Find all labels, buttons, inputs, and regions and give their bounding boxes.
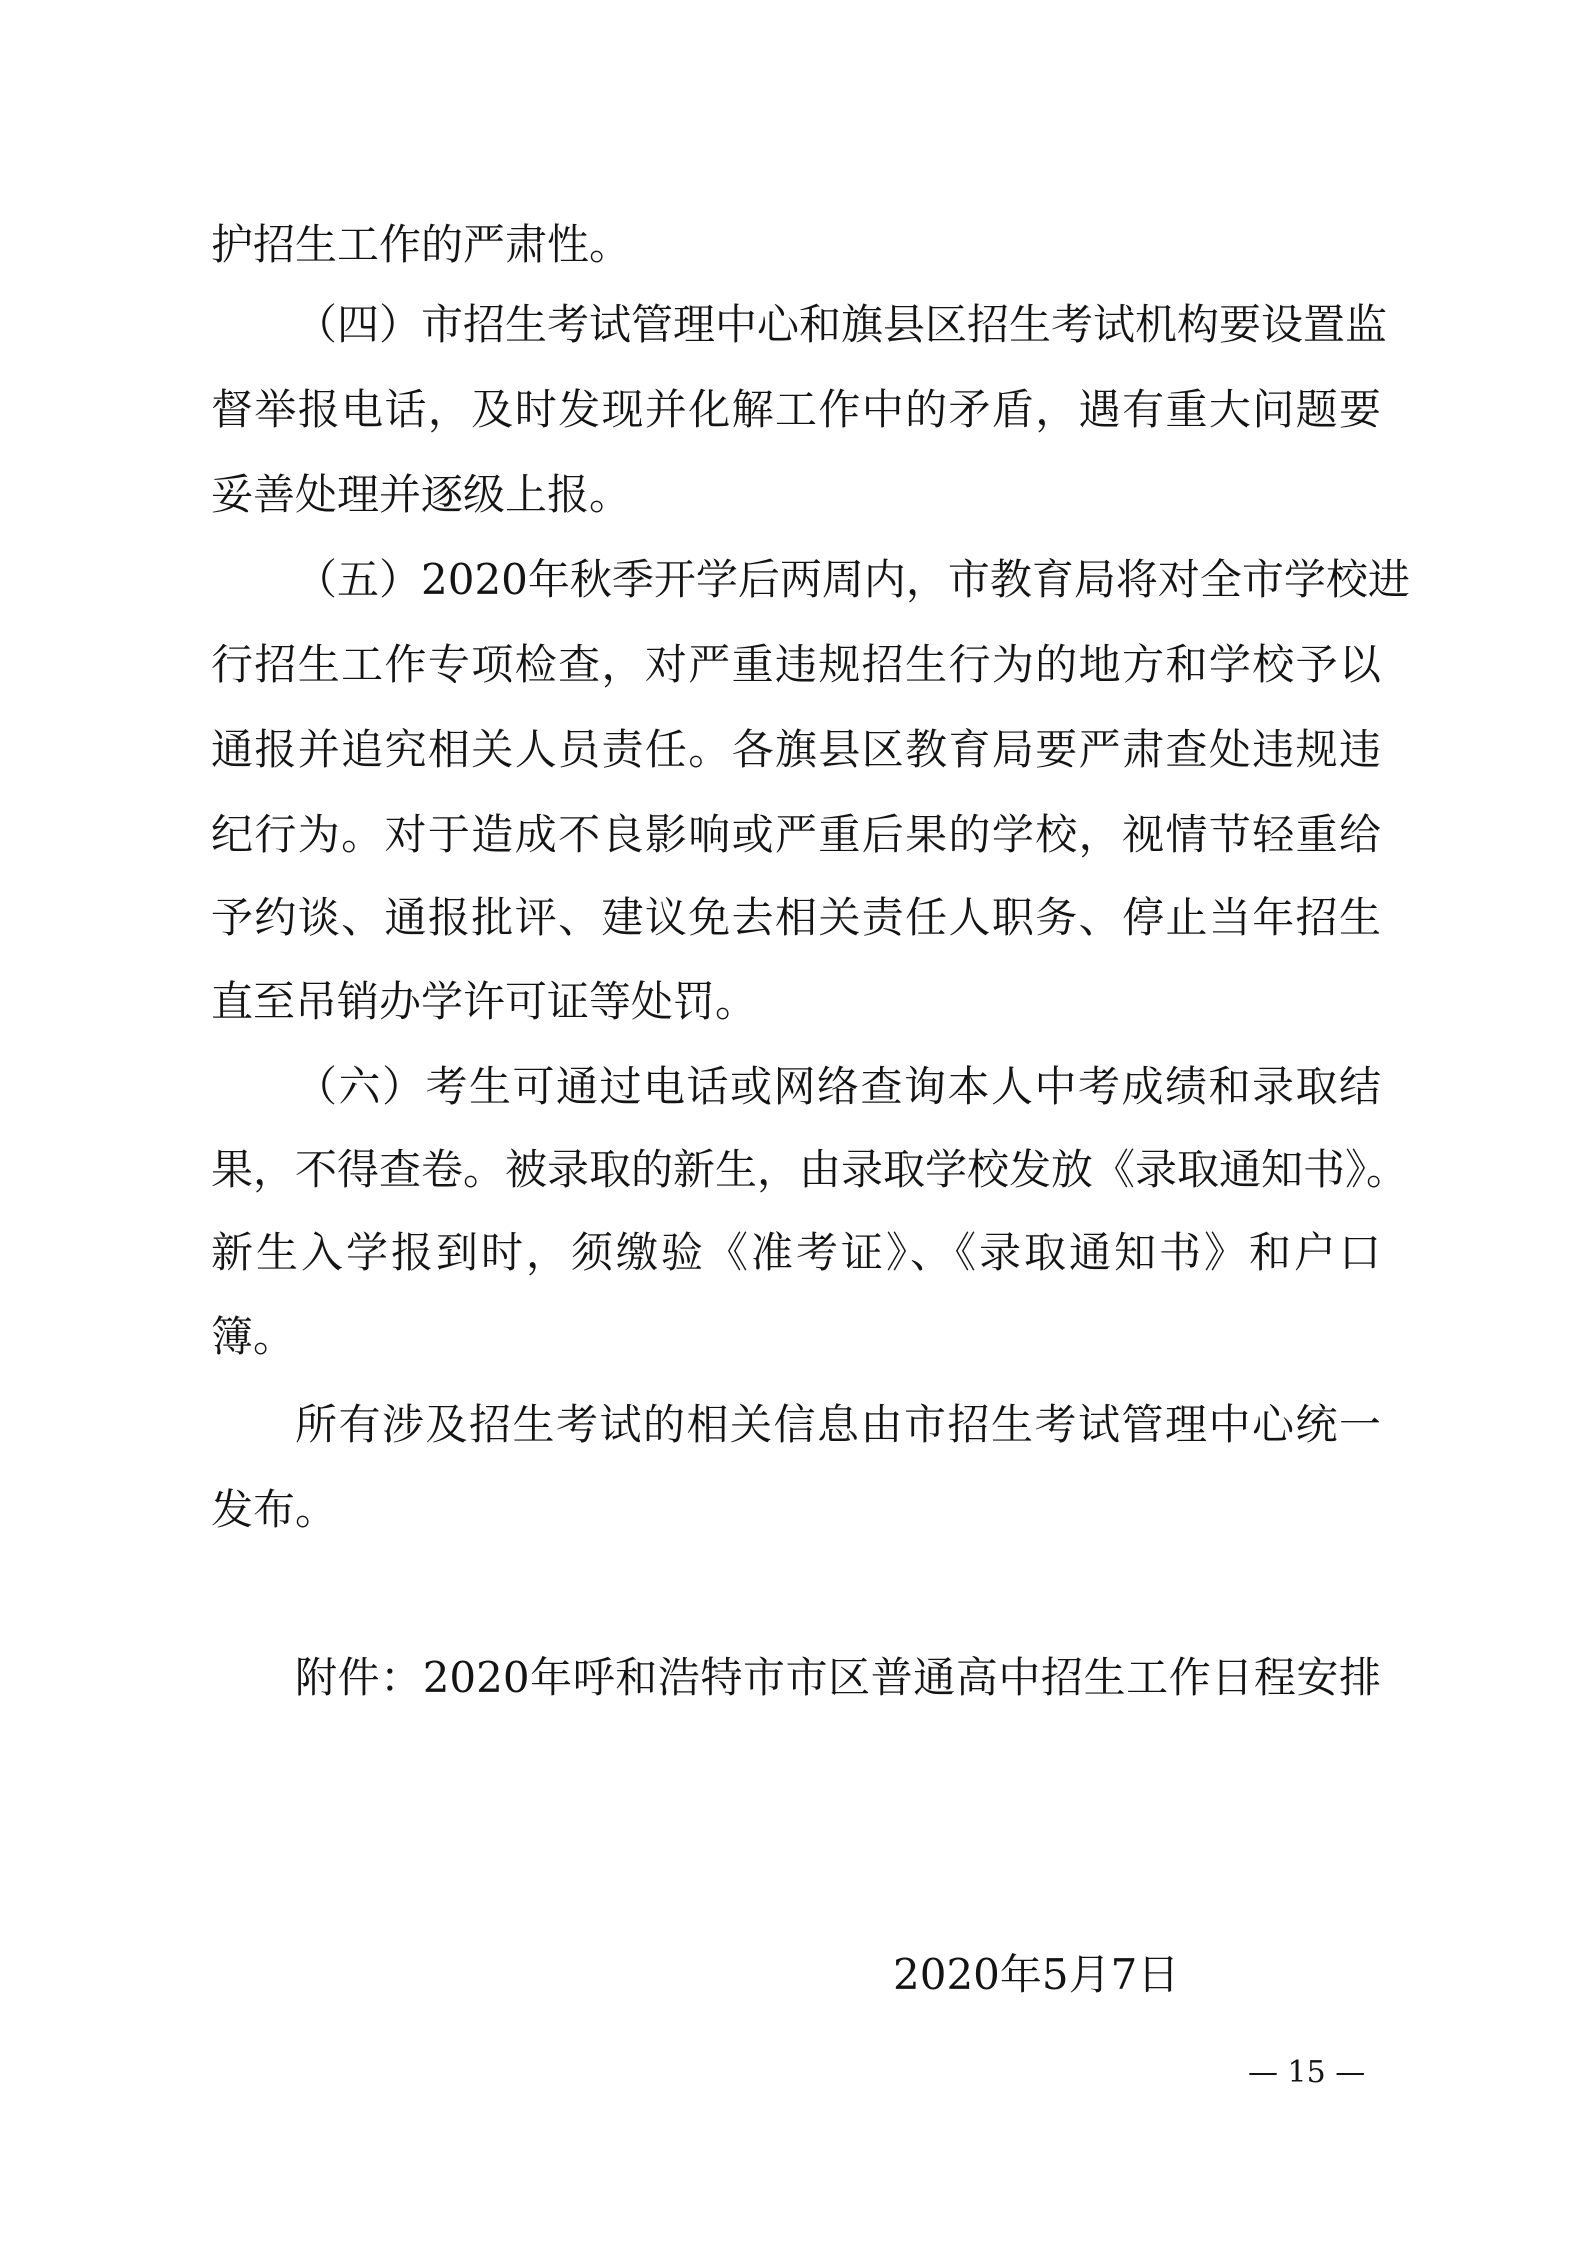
page-number: — 15 — [1248,2055,1366,2090]
document-date: 2020年5月7日 [893,1950,1180,1999]
paragraph-line: 予约谈、通报批评、建议免去相关责任人职务、停止当年招生 [211,893,1381,942]
paragraph-line: 果，不得查卷。被录取的新生，由录取学校发放《录取通知书》。 [211,1145,1409,1194]
attachment-line: 附件：2020年呼和浩特市市区普通高中招生工作日程安排 [295,1653,1381,1702]
paragraph-line: 妥善处理并逐级上报。 [211,470,632,519]
paragraph-line: （六）考生可通过电话或网络查询本人中考成绩和录取结 [295,1062,1381,1111]
paragraph-line: （四）市招生考试管理中心和旗县区招生考试机构要设置监 [295,300,1388,349]
paragraph-line: 新生入学报到时，须缴验《准考证》、《录取通知书》和户口 [211,1228,1381,1277]
paragraph-line: 行招生工作专项检查，对严重违规招生行为的地方和学校予以 [211,640,1381,689]
paragraph-line: 发布。 [211,1485,338,1534]
paragraph-line: 所有涉及招生考试的相关信息由市招生考试管理中心统一 [295,1400,1381,1449]
paragraph-line: 簿。 [211,1312,296,1361]
paragraph-line: 护招生工作的严肃性。 [211,220,632,269]
paragraph-line: 督举报电话，及时发现并化解工作中的矛盾，遇有重大问题要 [211,385,1381,434]
paragraph-line: 直至吊销办学许可证等处罚。 [211,977,758,1026]
paragraph-line: 通报并追究相关人员责任。各旗县区教育局要严肃查处违规违 [211,725,1381,774]
paragraph-line: 纪行为。对于造成不良影响或严重后果的学校，视情节轻重给 [211,810,1381,859]
paragraph-line: （五）2020年秋季开学后两周内，市教育局将对全市学校进 [295,555,1410,604]
